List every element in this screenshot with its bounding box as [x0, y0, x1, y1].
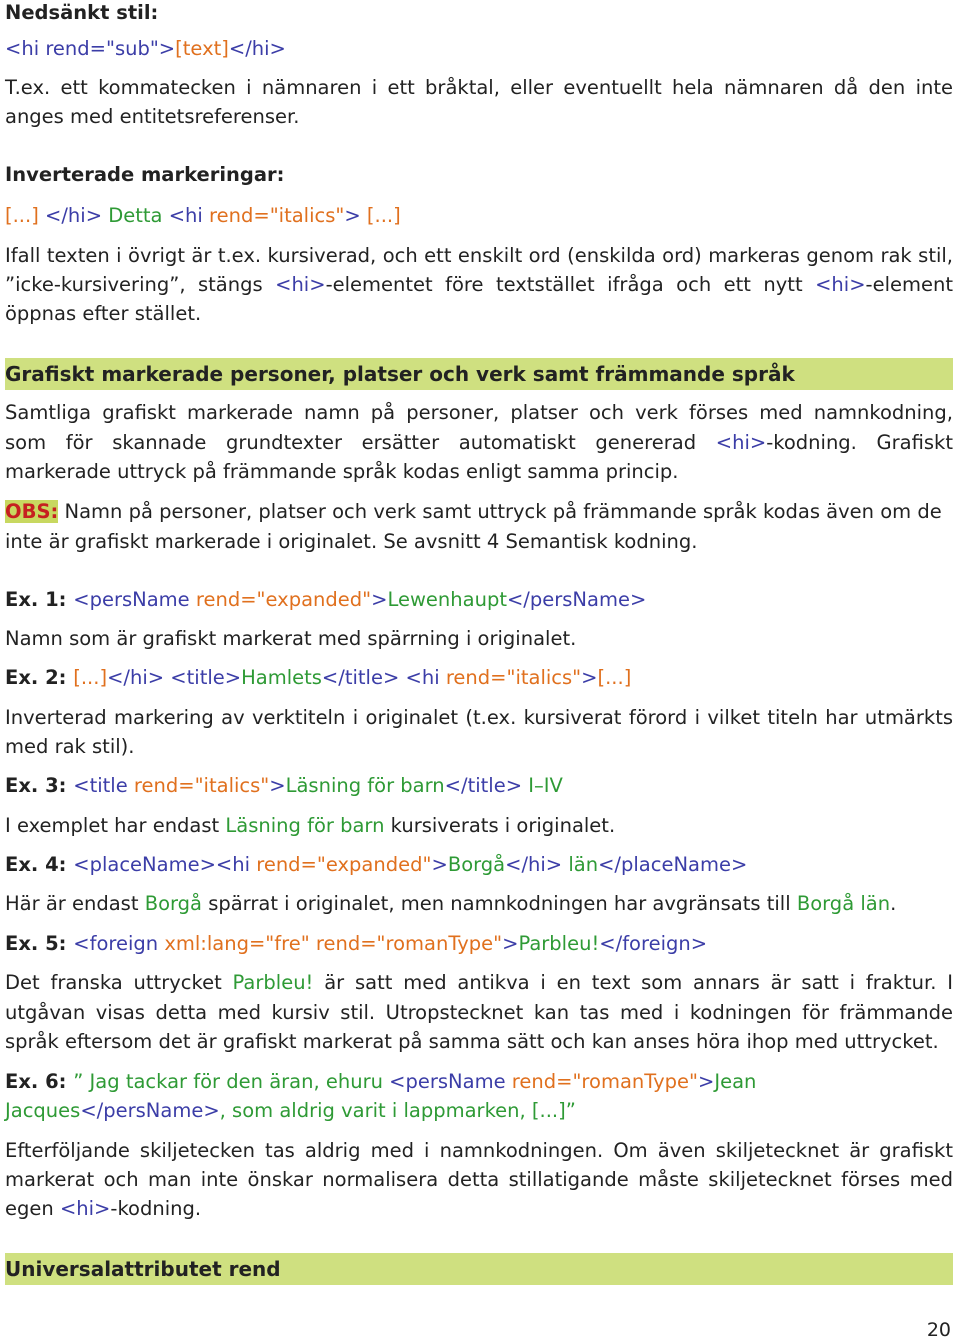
- code-content: Parbleu!: [518, 932, 600, 955]
- text-run: Det franska uttrycket: [5, 971, 222, 994]
- text-run-green: Parbleu!: [232, 971, 314, 994]
- code-content: ” Jag tackar för den äran, ehuru: [73, 1070, 390, 1093]
- example-4-desc: [5, 892, 953, 916]
- code-tag: </hi>: [38, 204, 103, 227]
- example-label: Ex. 2:: [5, 666, 74, 689]
- example-4-code: [5, 853, 953, 877]
- code-tag: <persName: [73, 588, 196, 611]
- code-content: Lewenhaupt: [387, 588, 507, 611]
- paragraph-line: [5, 971, 953, 995]
- paragraph-line: utgåvan visas detta med kursiv stil. Utropstecknet kan tas med i kodningen för främmande: [5, 1001, 953, 1024]
- paragraph-line: [5, 431, 953, 455]
- example-2-code: [5, 666, 953, 690]
- code-inverterade: [5, 204, 953, 228]
- text-run-green: Läsning för barn: [225, 814, 385, 837]
- paragraph-line: [5, 273, 953, 297]
- text-run: kursiverats i originalet.: [384, 814, 616, 837]
- universal-heading: Universalattributet rend: [5, 1257, 281, 1281]
- paragraph-line: öppnas efter stället.: [5, 302, 202, 325]
- text-run: är satt med antikva i en text som annars är satt i fraktur. I: [324, 971, 953, 994]
- example-6-code: [5, 1070, 953, 1094]
- paragraph-line: inte är grafiskt markerade i originalet. Se avsnitt 4 Semantisk kodning.: [5, 530, 698, 553]
- example-1-code: [5, 588, 953, 612]
- code-tag: <foreign: [73, 932, 165, 955]
- code-content: Detta: [102, 204, 169, 227]
- example-5-code: [5, 932, 953, 956]
- code-attr: rend="romanType": [315, 932, 503, 955]
- text-run: ”icke-kursivering”, stängs: [5, 273, 263, 296]
- code-content: Jacques: [5, 1099, 81, 1122]
- code-tag: </persName>: [506, 588, 647, 611]
- code-content: I–IV: [522, 774, 563, 797]
- code-ellipsis: [...]: [73, 666, 108, 689]
- code-tag: </hi>: [228, 37, 286, 60]
- paragraph-line: T.ex. ett kommatecken i nämnaren i ett bråktal, eller eventuellt hela nämnaren då den inte: [5, 76, 953, 99]
- text-run: -element: [865, 273, 953, 296]
- code-ellipsis: [...]: [5, 204, 39, 227]
- example-label: Ex. 5:: [5, 932, 74, 955]
- code-tag: <persName: [389, 1070, 512, 1093]
- text-run: I exemplet har endast: [5, 814, 226, 837]
- example-label: Ex. 6:: [5, 1070, 74, 1093]
- example-label: Ex. 3:: [5, 774, 74, 797]
- page-number: 20: [926, 1319, 951, 1341]
- code-content: Läsning för barn: [285, 774, 445, 797]
- paragraph-line: markerat och man inte önskar normalisera detta stillatigande måste skiljetecknet förses med: [5, 1168, 953, 1191]
- code-attr: xml:lang="fre": [164, 932, 310, 955]
- code-tag: <hi: [168, 204, 210, 227]
- paragraph-line: Samtliga grafiskt markerade namn på personer, platser och verk förses med namnkodning,: [5, 401, 953, 424]
- code-tag: <hi>: [275, 273, 326, 296]
- code-attr: rend="expanded": [256, 853, 432, 876]
- code-tag: <hi>: [715, 431, 767, 454]
- code-tag: >: [502, 932, 519, 955]
- code-tag: </title>: [444, 774, 523, 797]
- code-text: [text]: [175, 37, 229, 60]
- code-content: , som aldrig varit i lappmarken, [...]”: [219, 1099, 576, 1122]
- example-1-desc: Namn som är grafiskt markerat med spärrning i originalet.: [5, 627, 577, 650]
- text-run-green: Borgå: [144, 892, 202, 915]
- code-tag: </placeName>: [598, 853, 748, 876]
- code-content: Borgå: [447, 853, 506, 876]
- code-tag: </persName>: [80, 1099, 220, 1122]
- code-attr: rend="romanType": [511, 1070, 699, 1093]
- paragraph-line: med rak stil).: [5, 735, 135, 758]
- paragraph-line: Ifall texten i övrigt är t.ex. kursiverad, och ett enskilt ord (enskilda ord) markeras genom rak stil,: [5, 244, 953, 267]
- code-tag: >: [698, 1070, 715, 1093]
- text-run: spärrat i originalet, men namnkodningen har avgränsats till: [202, 892, 797, 915]
- code-tag: </hi>: [505, 853, 563, 876]
- code-ellipsis: [...]: [360, 204, 401, 227]
- code-content: Hamlets: [241, 666, 322, 689]
- example-label: Ex. 1:: [5, 588, 74, 611]
- code-tag: >: [431, 853, 448, 876]
- code-tag: </title> <hi: [321, 666, 446, 689]
- code-tag: <title: [73, 774, 134, 797]
- paragraph-line: Inverterad markering av verktiteln i originalet (t.ex. kursiverat förord i vilket titeln har utmärkts: [5, 706, 953, 729]
- example-3-desc: [5, 814, 953, 838]
- obs-line: [5, 500, 953, 524]
- code-attr: rend="italics": [209, 204, 345, 227]
- code-tag: >: [269, 774, 286, 797]
- paragraph-line: språk eftersom det är grafiskt markerat på samma sätt och kan anses höra ihop med uttrycket.: [5, 1030, 939, 1053]
- text-run: .: [890, 892, 897, 915]
- example-label: Ex. 4:: [5, 853, 74, 876]
- code-content: län: [562, 853, 599, 876]
- text-run: -kodning.: [110, 1197, 202, 1220]
- example-3-code: [5, 774, 953, 798]
- code-attr: rend="italics": [133, 774, 270, 797]
- code-tag: <placeName><hi: [73, 853, 257, 876]
- code-tag: >: [581, 666, 598, 689]
- text-run: -elementet före textstället ifråga och ett nytt: [325, 273, 803, 296]
- text-run: Här är endast: [5, 892, 145, 915]
- paragraph-line: [5, 1197, 953, 1221]
- code-attr: rend="italics": [445, 666, 582, 689]
- text-run-green: Borgå län: [796, 892, 891, 915]
- section-heading: Grafiskt markerade personer, platser och verk samt främmande språk: [5, 362, 795, 386]
- heading-nedsankt: Nedsänkt stil:: [5, 1, 159, 24]
- text-run: som för skannade grundtexter ersätter automatiskt genererad: [5, 431, 697, 454]
- code-tag: </foreign>: [599, 932, 708, 955]
- text-run: -kodning. Grafiskt: [766, 431, 953, 454]
- obs-label: OBS:: [5, 500, 59, 523]
- code-attr: rend="expanded": [195, 588, 372, 611]
- paragraph-line: markerade uttryck på främmande språk kodas enligt samma princip.: [5, 460, 679, 483]
- code-tag: >: [344, 204, 361, 227]
- code-tag: <hi>: [815, 273, 866, 296]
- code-tag: >: [371, 588, 388, 611]
- code-tag: <hi rend="sub">: [5, 37, 176, 60]
- example-6-code-cont: [5, 1099, 953, 1123]
- text-run: egen: [5, 1197, 60, 1220]
- code-content: Jean: [714, 1070, 757, 1093]
- text-run: Namn på personer, platser och verk samt uttryck på främmande språk kodas även om de: [58, 500, 942, 523]
- paragraph-line: Efterföljande skiljetecken tas aldrig med i namnkodningen. Om även skiljetecknet är grafiskt: [5, 1139, 953, 1162]
- heading-inverterade: Inverterade markeringar:: [5, 163, 285, 186]
- code-ellipsis: [...]: [597, 666, 632, 689]
- code-tag: </hi> <title>: [107, 666, 242, 689]
- code-tag: <hi>: [59, 1197, 111, 1220]
- code-nedsankt: [5, 37, 953, 61]
- paragraph-line: anges med entitetsreferenser.: [5, 105, 300, 128]
